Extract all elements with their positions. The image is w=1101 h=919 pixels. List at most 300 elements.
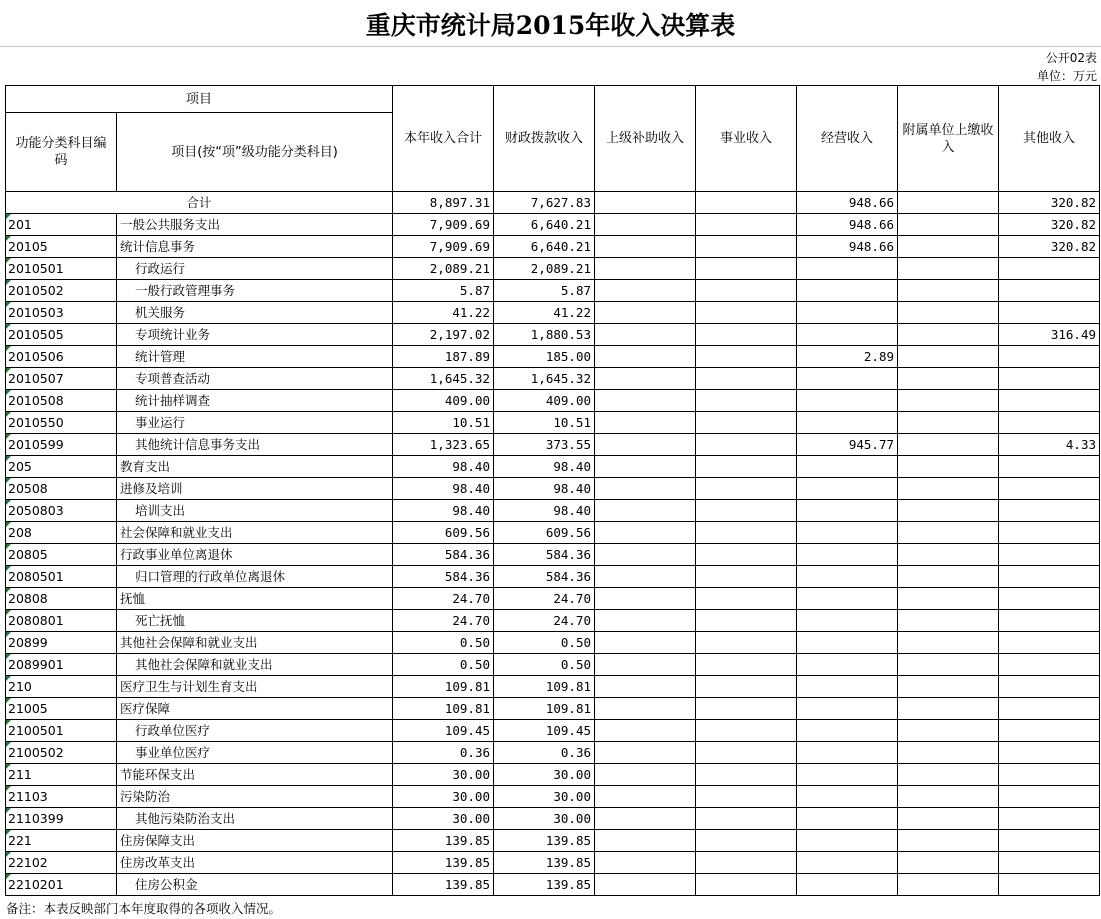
income-table — [5, 85, 1100, 896]
table-row — [6, 434, 1100, 456]
row-value — [999, 346, 1100, 368]
row-value — [696, 236, 797, 258]
divider — [0, 46, 1101, 47]
row-value — [797, 302, 898, 324]
table-row — [6, 676, 1100, 698]
row-name: 行政事业单位离退休 — [117, 544, 393, 566]
table-row — [6, 412, 1100, 434]
row-name: 一般行政管理事务 — [117, 280, 393, 302]
row-value — [898, 566, 999, 588]
row-value — [595, 874, 696, 896]
row-value — [595, 852, 696, 874]
row-value — [999, 544, 1100, 566]
row-value: 98.40 — [393, 500, 494, 522]
row-value: 109.81 — [494, 676, 595, 698]
row-name: 其他社会保障和就业支出 — [117, 632, 393, 654]
row-value — [696, 544, 797, 566]
row-value: 0.50 — [393, 632, 494, 654]
row-value: 5.87 — [393, 280, 494, 302]
row-value — [696, 214, 797, 236]
table-row — [6, 786, 1100, 808]
table-row — [6, 874, 1100, 896]
row-name: 其他统计信息事务支出 — [117, 434, 393, 456]
row-value: 24.70 — [393, 610, 494, 632]
row-value — [595, 434, 696, 456]
row-value — [999, 786, 1100, 808]
row-value — [797, 588, 898, 610]
row-code: 2089901 — [6, 654, 117, 676]
table-row — [6, 830, 1100, 852]
row-value — [999, 456, 1100, 478]
row-name: 统计信息事务 — [117, 236, 393, 258]
table-row — [6, 632, 1100, 654]
row-value: 30.00 — [393, 764, 494, 786]
row-value — [696, 434, 797, 456]
row-code: 20508 — [6, 478, 117, 500]
table-row — [6, 654, 1100, 676]
row-value: 109.81 — [393, 676, 494, 698]
row-name: 教育支出 — [117, 456, 393, 478]
row-value — [696, 412, 797, 434]
row-value — [898, 346, 999, 368]
table-row — [6, 368, 1100, 390]
row-value — [595, 632, 696, 654]
row-code: 20105 — [6, 236, 117, 258]
table-body — [6, 86, 1100, 896]
row-name: 统计管理 — [117, 346, 393, 368]
row-value — [595, 390, 696, 412]
row-value — [898, 852, 999, 874]
row-name: 住房改革支出 — [117, 852, 393, 874]
row-value — [797, 610, 898, 632]
row-code: 2100502 — [6, 742, 117, 764]
row-value — [999, 610, 1100, 632]
row-value — [797, 456, 898, 478]
row-value: 109.45 — [393, 720, 494, 742]
row-value — [797, 412, 898, 434]
row-value: 98.40 — [494, 456, 595, 478]
row-value: 948.66 — [797, 214, 898, 236]
row-value — [595, 522, 696, 544]
row-code: 221 — [6, 830, 117, 852]
row-value — [595, 236, 696, 258]
row-value — [999, 874, 1100, 896]
row-value — [898, 390, 999, 412]
row-value — [898, 720, 999, 742]
row-value: 30.00 — [393, 786, 494, 808]
row-value — [696, 654, 797, 676]
row-value — [999, 566, 1100, 588]
row-value — [898, 830, 999, 852]
row-value: 0.50 — [494, 654, 595, 676]
row-value — [797, 522, 898, 544]
row-code: 2100501 — [6, 720, 117, 742]
row-value — [999, 368, 1100, 390]
header-affiliate-income: 附属单位上缴收入 — [898, 86, 999, 192]
total-value: 7,627.83 — [494, 192, 595, 214]
row-value — [999, 808, 1100, 830]
table-row — [6, 698, 1100, 720]
row-value — [696, 456, 797, 478]
row-value: 6,640.21 — [494, 214, 595, 236]
header-row-1 — [6, 86, 1100, 113]
row-value — [595, 764, 696, 786]
row-value — [797, 720, 898, 742]
table-row — [6, 610, 1100, 632]
row-value — [898, 302, 999, 324]
row-value: 0.36 — [494, 742, 595, 764]
row-value — [898, 632, 999, 654]
row-value — [696, 676, 797, 698]
row-value: 109.81 — [494, 698, 595, 720]
row-value — [898, 522, 999, 544]
row-value — [898, 654, 999, 676]
row-value — [696, 258, 797, 280]
row-value — [595, 500, 696, 522]
row-name: 专项普查活动 — [117, 368, 393, 390]
table-row — [6, 390, 1100, 412]
row-value: 320.82 — [999, 214, 1100, 236]
table-row — [6, 720, 1100, 742]
row-value — [999, 522, 1100, 544]
table-row — [6, 346, 1100, 368]
row-value — [595, 742, 696, 764]
row-code: 2080801 — [6, 610, 117, 632]
row-value — [999, 852, 1100, 874]
row-value — [595, 566, 696, 588]
table-row — [6, 588, 1100, 610]
total-label: 合计 — [6, 192, 393, 214]
row-value: 409.00 — [494, 390, 595, 412]
row-value — [797, 478, 898, 500]
row-value — [595, 280, 696, 302]
row-name: 污染防治 — [117, 786, 393, 808]
row-value — [898, 808, 999, 830]
row-value: 41.22 — [494, 302, 595, 324]
row-value — [696, 500, 797, 522]
row-value — [595, 456, 696, 478]
row-name: 住房公积金 — [117, 874, 393, 896]
row-value: 139.85 — [494, 874, 595, 896]
header-name: 项目(按“项”级功能分类科目) — [117, 113, 393, 192]
row-value: 373.55 — [494, 434, 595, 456]
row-code: 20805 — [6, 544, 117, 566]
row-value — [797, 698, 898, 720]
row-value — [797, 632, 898, 654]
row-value: 2.89 — [797, 346, 898, 368]
header-total-income: 本年收入合计 — [393, 86, 494, 192]
row-name: 其他社会保障和就业支出 — [117, 654, 393, 676]
row-value: 139.85 — [393, 874, 494, 896]
row-value: 6,640.21 — [494, 236, 595, 258]
row-value — [999, 412, 1100, 434]
row-code: 2010501 — [6, 258, 117, 280]
row-value: 139.85 — [393, 852, 494, 874]
row-value — [595, 588, 696, 610]
row-value — [898, 588, 999, 610]
row-name: 归口管理的行政单位离退休 — [117, 566, 393, 588]
header-code: 功能分类科目编码 — [6, 113, 117, 192]
row-value — [696, 610, 797, 632]
row-value: 0.36 — [393, 742, 494, 764]
row-value — [898, 214, 999, 236]
row-value: 1,880.53 — [494, 324, 595, 346]
row-value: 109.45 — [494, 720, 595, 742]
table-row — [6, 456, 1100, 478]
row-value: 2,089.21 — [393, 258, 494, 280]
row-name: 社会保障和就业支出 — [117, 522, 393, 544]
row-value — [999, 588, 1100, 610]
row-name: 节能环保支出 — [117, 764, 393, 786]
row-value: 139.85 — [494, 830, 595, 852]
row-name: 行政单位医疗 — [117, 720, 393, 742]
row-code: 210 — [6, 676, 117, 698]
row-value — [999, 764, 1100, 786]
table-row — [6, 544, 1100, 566]
table-row — [6, 258, 1100, 280]
row-value — [797, 764, 898, 786]
row-code: 2110399 — [6, 808, 117, 830]
row-value: 185.00 — [494, 346, 595, 368]
row-name: 培训支出 — [117, 500, 393, 522]
row-code: 2010599 — [6, 434, 117, 456]
row-value — [595, 258, 696, 280]
header-other-income: 其他收入 — [999, 86, 1100, 192]
row-code: 208 — [6, 522, 117, 544]
row-value — [898, 500, 999, 522]
row-value — [999, 280, 1100, 302]
row-value — [797, 544, 898, 566]
table-row — [6, 324, 1100, 346]
row-value: 30.00 — [494, 808, 595, 830]
row-name: 事业运行 — [117, 412, 393, 434]
row-value: 24.70 — [393, 588, 494, 610]
header-project: 项目 — [6, 86, 393, 113]
row-value — [999, 830, 1100, 852]
row-name: 进修及培训 — [117, 478, 393, 500]
row-value: 409.00 — [393, 390, 494, 412]
row-value — [999, 742, 1100, 764]
row-value — [797, 280, 898, 302]
row-value — [595, 830, 696, 852]
header-superior-subsidy: 上级补助收入 — [595, 86, 696, 192]
row-value — [696, 720, 797, 742]
total-value: 948.66 — [797, 192, 898, 214]
row-code: 205 — [6, 456, 117, 478]
row-value — [595, 654, 696, 676]
row-value — [797, 676, 898, 698]
row-code: 2050803 — [6, 500, 117, 522]
table-row — [6, 764, 1100, 786]
row-name: 一般公共服务支出 — [117, 214, 393, 236]
row-name: 行政运行 — [117, 258, 393, 280]
row-value: 1,645.32 — [494, 368, 595, 390]
row-value — [797, 830, 898, 852]
row-value — [696, 566, 797, 588]
row-value — [696, 324, 797, 346]
total-value: 320.82 — [999, 192, 1100, 214]
row-value — [595, 214, 696, 236]
row-value — [898, 698, 999, 720]
row-value — [797, 368, 898, 390]
total-value: 8,897.31 — [393, 192, 494, 214]
row-code: 201 — [6, 214, 117, 236]
row-value: 7,909.69 — [393, 214, 494, 236]
row-value: 4.33 — [999, 434, 1100, 456]
row-value — [999, 478, 1100, 500]
row-value — [696, 698, 797, 720]
row-value: 5.87 — [494, 280, 595, 302]
row-code: 2010503 — [6, 302, 117, 324]
row-value — [696, 390, 797, 412]
row-value — [595, 544, 696, 566]
row-code: 20899 — [6, 632, 117, 654]
row-code: 2010507 — [6, 368, 117, 390]
header-operating-income: 经营收入 — [797, 86, 898, 192]
row-code: 22102 — [6, 852, 117, 874]
row-value — [898, 610, 999, 632]
row-value — [696, 368, 797, 390]
row-value — [999, 720, 1100, 742]
row-value: 24.70 — [494, 610, 595, 632]
row-value: 320.82 — [999, 236, 1100, 258]
row-value — [696, 742, 797, 764]
row-value — [898, 676, 999, 698]
row-value: 98.40 — [494, 478, 595, 500]
unit-label: 单位：万元 — [1036, 69, 1097, 83]
row-name: 抚恤 — [117, 588, 393, 610]
row-value: 24.70 — [494, 588, 595, 610]
row-value: 584.36 — [494, 544, 595, 566]
table-row — [6, 302, 1100, 324]
table-row — [6, 742, 1100, 764]
row-code: 2010505 — [6, 324, 117, 346]
row-value — [898, 434, 999, 456]
table-row — [6, 236, 1100, 258]
row-value: 584.36 — [393, 566, 494, 588]
table-row — [6, 214, 1100, 236]
row-value — [696, 478, 797, 500]
row-value — [696, 346, 797, 368]
row-value — [696, 874, 797, 896]
row-value: 187.89 — [393, 346, 494, 368]
row-name: 机关服务 — [117, 302, 393, 324]
total-row — [6, 192, 1100, 214]
row-value — [999, 632, 1100, 654]
row-value: 584.36 — [393, 544, 494, 566]
row-value: 98.40 — [494, 500, 595, 522]
row-value — [898, 874, 999, 896]
row-value — [696, 632, 797, 654]
row-name: 医疗保障 — [117, 698, 393, 720]
row-value: 98.40 — [393, 456, 494, 478]
row-name: 专项统计业务 — [117, 324, 393, 346]
row-name: 其他污染防治支出 — [117, 808, 393, 830]
row-value: 945.77 — [797, 434, 898, 456]
table-row — [6, 500, 1100, 522]
row-value — [797, 874, 898, 896]
row-value — [595, 786, 696, 808]
row-code: 21103 — [6, 786, 117, 808]
row-value — [696, 280, 797, 302]
row-name: 死亡抚恤 — [117, 610, 393, 632]
row-name: 事业单位医疗 — [117, 742, 393, 764]
row-code: 2210201 — [6, 874, 117, 896]
row-value — [898, 368, 999, 390]
table-row — [6, 478, 1100, 500]
row-value — [797, 258, 898, 280]
row-value — [797, 852, 898, 874]
row-value — [696, 852, 797, 874]
row-value — [696, 522, 797, 544]
row-code: 211 — [6, 764, 117, 786]
row-value — [595, 610, 696, 632]
row-code: 2010550 — [6, 412, 117, 434]
row-value: 316.49 — [999, 324, 1100, 346]
row-value: 1,645.32 — [393, 368, 494, 390]
row-value — [898, 544, 999, 566]
footnote: 备注：本表反映部门本年度取得的各项收入情况。 — [6, 901, 282, 916]
row-value — [595, 346, 696, 368]
row-value — [595, 324, 696, 346]
header-fiscal-income: 财政拨款收入 — [494, 86, 595, 192]
total-value — [595, 192, 696, 214]
row-value — [898, 742, 999, 764]
row-value — [999, 500, 1100, 522]
row-value: 584.36 — [494, 566, 595, 588]
row-value — [898, 258, 999, 280]
row-name: 医疗卫生与计划生育支出 — [117, 676, 393, 698]
row-value — [595, 368, 696, 390]
row-value — [999, 654, 1100, 676]
row-value — [898, 412, 999, 434]
row-name: 住房保障支出 — [117, 830, 393, 852]
row-value: 139.85 — [494, 852, 595, 874]
row-code: 20808 — [6, 588, 117, 610]
form-number: 公开02表 — [1045, 51, 1097, 65]
row-value — [999, 302, 1100, 324]
row-value: 30.00 — [494, 764, 595, 786]
row-value — [797, 654, 898, 676]
page-title: 重庆市统计局2015年收入决算表 — [365, 11, 736, 40]
row-value — [696, 302, 797, 324]
row-value — [898, 786, 999, 808]
row-value — [595, 720, 696, 742]
row-value — [999, 258, 1100, 280]
row-value — [898, 280, 999, 302]
row-value: 98.40 — [393, 478, 494, 500]
row-value — [696, 830, 797, 852]
row-value — [999, 698, 1100, 720]
row-value: 139.85 — [393, 830, 494, 852]
row-value — [898, 236, 999, 258]
row-value: 7,909.69 — [393, 236, 494, 258]
row-value: 609.56 — [393, 522, 494, 544]
row-value — [696, 786, 797, 808]
row-value: 30.00 — [393, 808, 494, 830]
table-row — [6, 522, 1100, 544]
row-value — [696, 764, 797, 786]
row-value — [797, 742, 898, 764]
table-row — [6, 852, 1100, 874]
row-code: 2080501 — [6, 566, 117, 588]
row-value: 609.56 — [494, 522, 595, 544]
row-value — [595, 478, 696, 500]
row-value — [797, 324, 898, 346]
row-value — [898, 478, 999, 500]
row-value — [595, 412, 696, 434]
row-value: 0.50 — [393, 654, 494, 676]
